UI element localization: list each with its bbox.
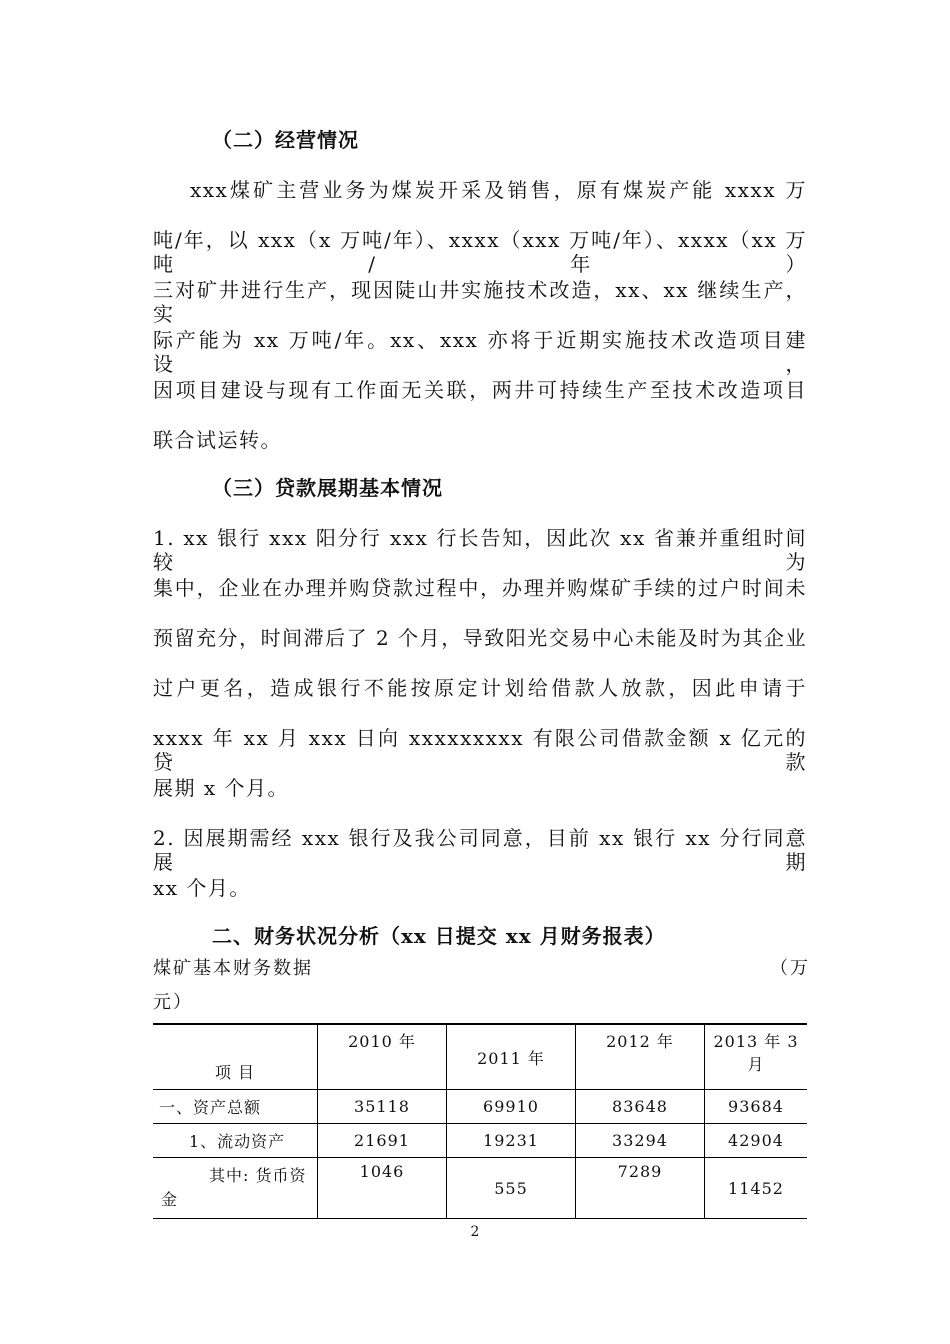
cell-value: 35118 (318, 1090, 447, 1124)
header-year: 2011 年 (447, 1024, 576, 1090)
table-row (153, 1090, 807, 1124)
cell-value: 19231 (447, 1124, 576, 1158)
page-number: 2 (470, 1224, 480, 1240)
row-label: 其中: 货币资金 (153, 1158, 318, 1219)
table-header-row (153, 1024, 807, 1090)
paragraph-line: xx 个月。 (153, 876, 251, 900)
paragraph-line: 因项目建设与现有工作面无关联，两井可持续生产至技术改造项目 (153, 378, 807, 402)
paragraph-line: 吨/年，以 xxx（x 万吨/年）、xxxx（xxx 万吨/年）、xxxx（xx 万吨/年） (153, 228, 807, 276)
heading-loan-extension: （三）贷款展期基本情况 (212, 476, 443, 500)
table-caption: 煤矿基本财务数据 (153, 958, 313, 979)
cell-value: 33294 (576, 1124, 705, 1158)
cell-value: 83648 (576, 1090, 705, 1124)
paragraph-line: 三对矿井进行生产，现因陡山井实施技术改造，xx、xx 继续生产，实 (153, 278, 807, 326)
paragraph-line: 预留充分，时间滞后了 2 个月，导致阳光交易中心未能及时为其企业 (153, 626, 807, 650)
paragraph-line: 1. xx 银行 xxx 阳分行 xxx 行长告知，因此次 xx 省兼并重组时间较为 (153, 526, 807, 574)
cell-value: 1046 (318, 1158, 447, 1219)
cell-value: 21691 (318, 1124, 447, 1158)
cell-value: 42904 (705, 1124, 808, 1158)
paragraph-line: 过户更名，造成银行不能按原定计划给借款人放款，因此申请于 (153, 676, 807, 700)
header-year: 2013 年 3 月 (705, 1024, 808, 1090)
table-unit: （万 (770, 958, 810, 979)
paragraph-line: 2. 因展期需经 xxx 银行及我公司同意，目前 xx 银行 xx 分行同意展期 (153, 826, 807, 874)
heading-operations: （二）经营情况 (212, 128, 359, 152)
row-label: 一、资产总额 (153, 1090, 318, 1124)
paragraph-line: 集中，企业在办理并购贷款过程中，办理并购煤矿手续的过户时间未 (153, 576, 807, 600)
paragraph-line: 联合试运转。 (153, 428, 282, 452)
heading-financial-analysis: 二、财务状况分析（xx 日提交 xx 月财务报表） (212, 924, 666, 948)
paragraph-line: xxxx 年 xx 月 xxx 日向 xxxxxxxxx 有限公司借款金额 x 亿元的贷款 (153, 726, 807, 774)
paragraph-line: 际产能为 xx 万吨/年。xx、xxx 亦将于近期实施技术改造项目建设， (153, 328, 807, 376)
table-unit-continued: 元） (153, 992, 193, 1013)
cell-value: 93684 (705, 1090, 808, 1124)
header-year: 2010 年 (318, 1024, 447, 1090)
financial-data-table (153, 1023, 807, 1219)
header-year: 2012 年 (576, 1024, 705, 1090)
cell-value: 69910 (447, 1090, 576, 1124)
table-row (153, 1124, 807, 1158)
cell-value: 7289 (576, 1158, 705, 1219)
paragraph-line: xxx煤矿主营业务为煤炭开采及销售，原有煤炭产能 xxxx 万 (190, 178, 807, 202)
cell-value: 11452 (705, 1158, 808, 1219)
header-item: 项 目 (153, 1024, 318, 1090)
paragraph-line: 展期 x 个月。 (153, 776, 289, 800)
table-row (153, 1158, 807, 1219)
cell-value: 555 (447, 1158, 576, 1219)
row-label: 1、流动资产 (153, 1124, 318, 1158)
